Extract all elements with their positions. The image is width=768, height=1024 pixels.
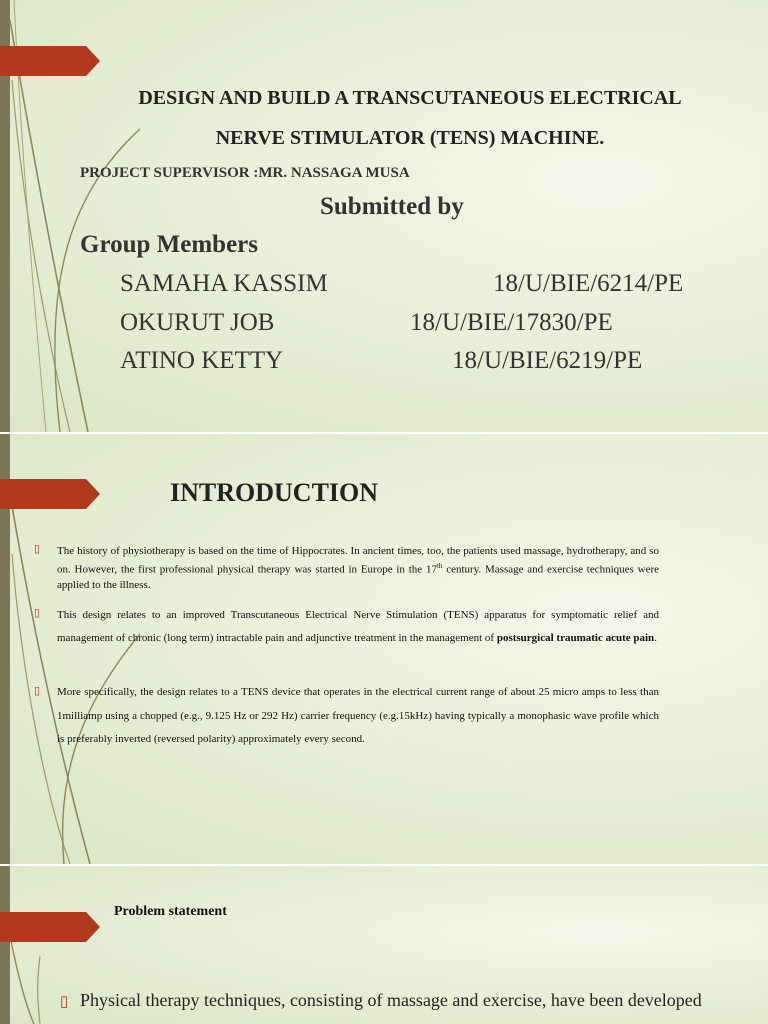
bullet-icon: ▯: [34, 543, 41, 555]
title-line-1: DESIGN AND BUILD A TRANSCUTANEOUS ELECTRICAL: [138, 87, 682, 109]
member-reg-number: 18/U/BIE/6214/PE: [493, 270, 684, 297]
bullet-icon: ▯: [34, 685, 41, 697]
group-members-label: Group Members: [80, 231, 258, 258]
accent-tab: [0, 912, 100, 942]
member-reg-number: 18/U/BIE/17830/PE: [410, 309, 613, 336]
accent-tab: [0, 46, 100, 76]
member-name: OKURUT JOB: [120, 309, 275, 336]
title-line-2: NERVE STIMULATOR (TENS) MACHINE.: [215, 127, 605, 149]
intro-paragraph-1: [57, 544, 659, 593]
problem-text: Physical therapy techniques, consisting of massage and exercise, have been developed: [80, 990, 702, 1010]
bold-phrase: postsurgical traumatic acute pain: [496, 632, 655, 644]
slide-title: [0, 0, 768, 432]
problem-statement-heading: Problem statement: [114, 904, 227, 919]
supervisor-line: PROJECT SUPERVISOR :MR. NASSAGA MUSA: [80, 165, 410, 181]
paragraph-text: This design relates to an improved Transcutaneous Electrical Nerve Stimulation (TENS) apparatus for symptomatic relief and management of chronic (long term) intractable pain and adjunctive treatment in the management of: [57, 609, 659, 644]
accent-tab: [0, 479, 100, 509]
introduction-heading: INTRODUCTION: [170, 478, 379, 507]
intro-paragraph-2: [57, 604, 659, 650]
paragraph-text: .: [654, 632, 657, 644]
paragraph-text: The history of physiotherapy is based on the time of Hippocrates. In ancient times, too, the patients used massage, hydrotherapy, and so on. However, the first professional physical therapy was started in Europe in the 17: [57, 545, 659, 576]
bullet-icon: ▯: [34, 607, 41, 619]
member-name: SAMAHA KASSIM: [120, 270, 328, 297]
paragraph-text: century. Massage and exercise techniques were applied to the illness.: [57, 563, 659, 591]
slide-introduction: [0, 434, 768, 864]
member-reg-number: 18/U/BIE/6219/PE: [452, 347, 643, 374]
superscript: th: [436, 562, 443, 570]
submitted-by-label: Submitted by: [320, 193, 464, 220]
intro-paragraph-3: More specifically, the design relates to a TENS device that operates in the electrical current range of about 25 micro amps to less than 1milliamp using a chopped (e.g., 9.125 Hz or 292 Hz) carrier frequency (e.g.15kHz) having typically a monophasic wave profile which is preferably inverted (reversed polarity) approximately every second.: [57, 686, 659, 745]
slide-problem-statement: [0, 866, 768, 1024]
bullet-icon: ▯: [60, 994, 69, 1010]
member-name: ATINO KETTY: [120, 347, 284, 374]
